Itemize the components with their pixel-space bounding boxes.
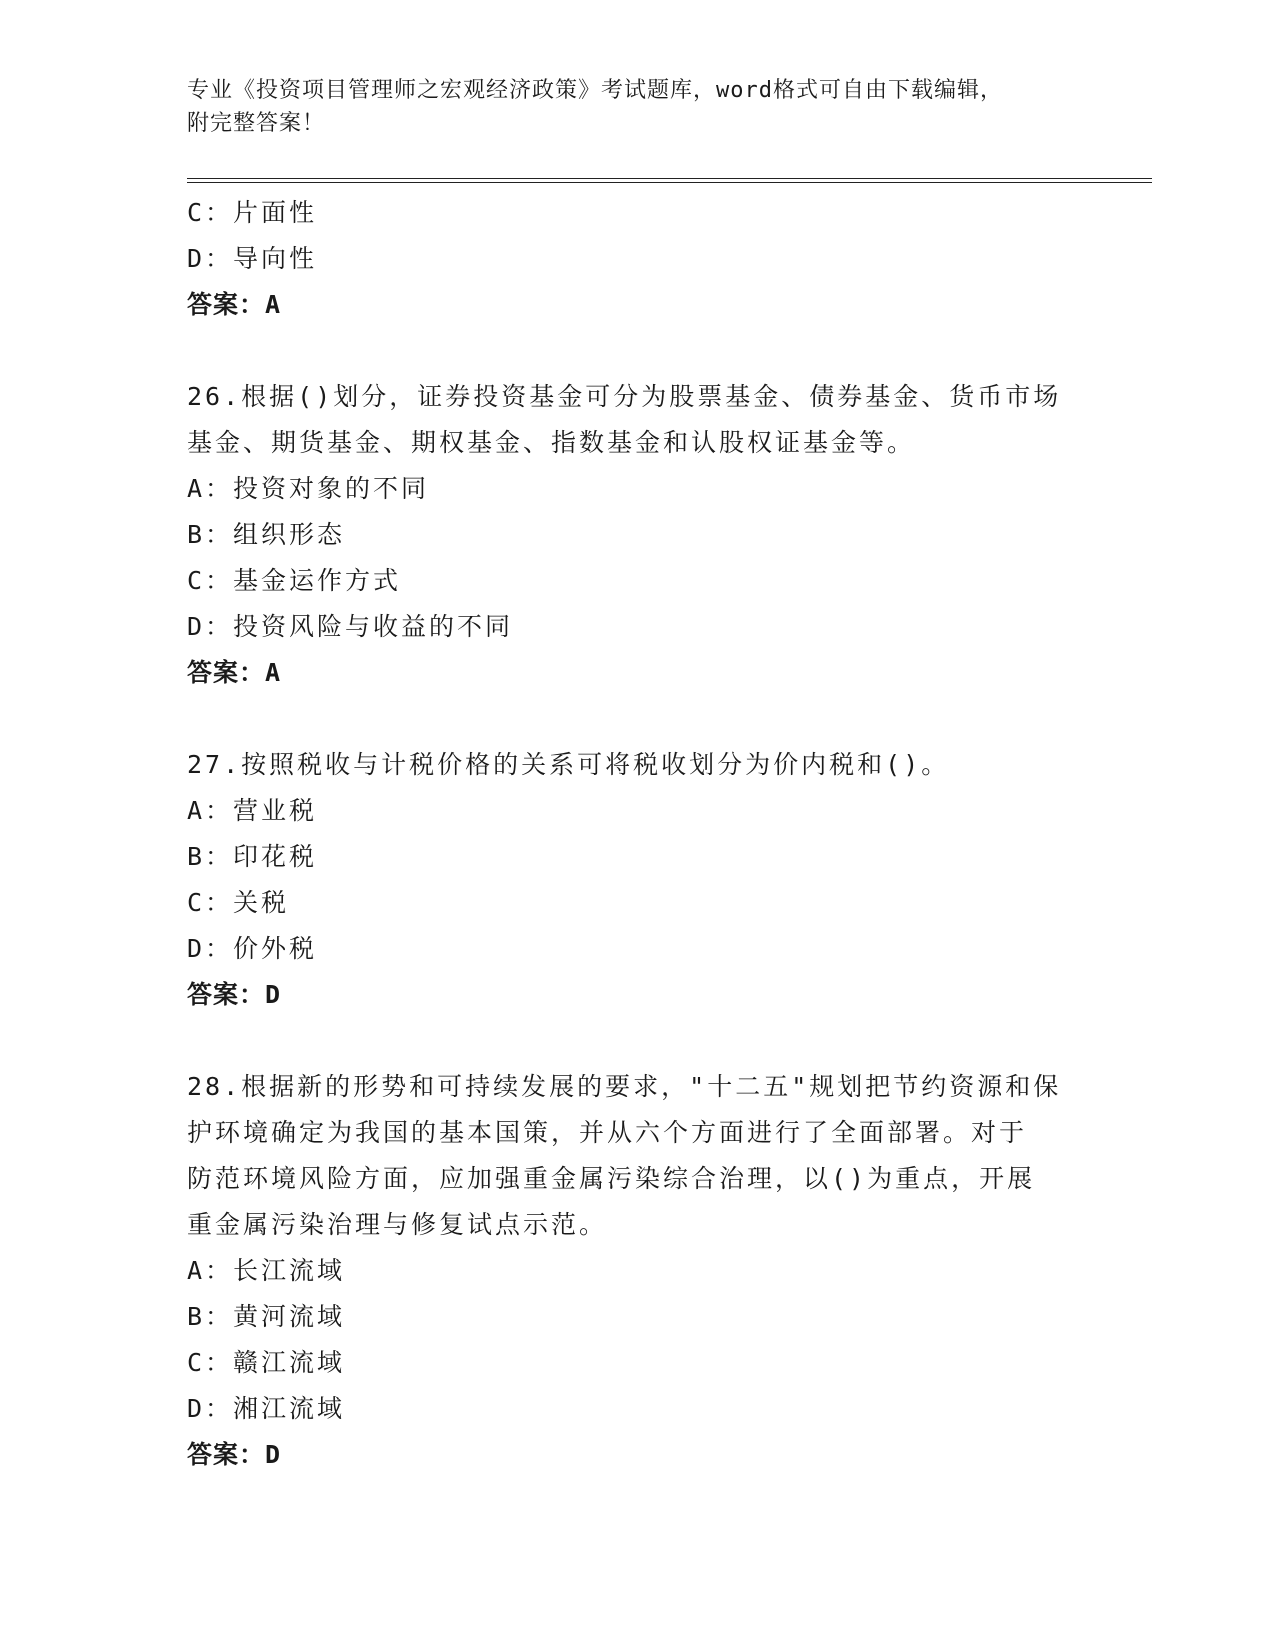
answer: 答案：D	[187, 980, 282, 1009]
option-d: D：导向性	[187, 244, 318, 273]
question-stem: 重金属污染治理与修复试点示范。	[187, 1210, 608, 1239]
option-c: C：关税	[187, 888, 290, 917]
header-line-2: 附完整答案！	[187, 111, 326, 136]
option-d: D：湘江流域	[187, 1394, 346, 1423]
header-line-1: 专业《投资项目管理师之宏观经济政策》考试题库，word格式可自由下载编辑，	[187, 78, 1003, 103]
question-stem: 基金、期货基金、期权基金、指数基金和认股权证基金等。	[187, 428, 916, 457]
header-divider	[187, 178, 1152, 183]
option-b: B：黄河流域	[187, 1302, 346, 1331]
question-stem: 27.按照税收与计税价格的关系可将税收划分为价内税和()。	[187, 750, 950, 779]
option-d: D：投资风险与收益的不同	[187, 612, 514, 641]
option-d: D：价外税	[187, 934, 318, 963]
document-header	[187, 74, 1087, 140]
option-c: C：赣江流域	[187, 1348, 346, 1377]
question-25-tail	[187, 190, 1087, 328]
question-stem: 26.根据()划分，证券投资基金可分为股票基金、债券基金、货币市场	[187, 382, 1062, 411]
option-c: C：片面性	[187, 198, 318, 227]
question-stem: 防范环境风险方面，应加强重金属污染综合治理，以()为重点，开展	[187, 1164, 1036, 1193]
option-a: A：营业税	[187, 796, 318, 825]
question-stem: 28.根据新的形势和可持续发展的要求，"十二五"规划把节约资源和保	[187, 1072, 1062, 1101]
option-c: C：基金运作方式	[187, 566, 402, 595]
question-28	[187, 1064, 1087, 1478]
option-a: A：投资对象的不同	[187, 474, 430, 503]
option-a: A：长江流域	[187, 1256, 346, 1285]
question-stem: 护环境确定为我国的基本国策，并从六个方面进行了全面部署。对于	[187, 1118, 1028, 1147]
answer: 答案：A	[187, 658, 282, 687]
question-26	[187, 374, 1087, 696]
option-b: B：组织形态	[187, 520, 346, 549]
answer: 答案：D	[187, 1440, 282, 1469]
answer: 答案：A	[187, 290, 282, 319]
question-list	[187, 190, 1087, 1478]
option-b: B：印花税	[187, 842, 318, 871]
question-27	[187, 742, 1087, 1018]
